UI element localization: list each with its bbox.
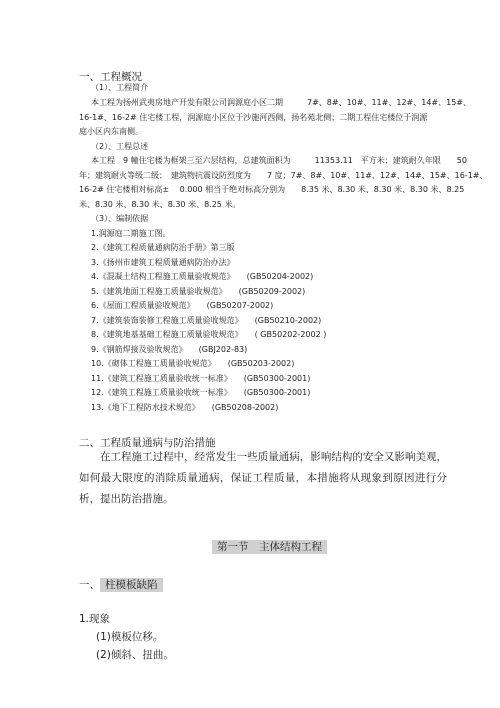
sub1-line3: 庭小区内东南侧。: [79, 127, 143, 136]
sub1-line1: 本工程为扬州武夷房地产开发有限公司润源庭小区二期 7#、8#、10#、11#、12#、14#、15#、: [91, 98, 471, 107]
sub2-line4: 米、8.30 米、8.30 米、8.30 米、8.25 米。: [79, 200, 241, 209]
reference-item: 12.《建筑工程施工质量验收统一标准》 (GB50300-2001): [91, 388, 311, 397]
section2-heading: 二、工程质量通病与防治措施: [79, 437, 216, 449]
reference-item: 4.《混凝土结构工程施工质量验收规范》 (GB50204-2002): [91, 272, 314, 281]
reference-item: 13.《地下工程防水技术规范》 (GB50208-2002): [91, 403, 279, 412]
sub3-title: （3）、编制依据: [91, 214, 149, 223]
sub2-line3: 16-2# 住宅楼相对标高± 0.000 相当于绝对标高分别为 8.35 米、8.30 米、8.30 米、8.30 米、8.25: [79, 185, 465, 194]
chapter-title: 第一节 主体结构工程: [212, 540, 327, 554]
sub2-line2: 年；建筑耐火等级二级； 建筑物抗震设防烈度为 7 度；7#、8#、10#、11#、12#、14#、15#、16-1#、: [79, 171, 488, 180]
phenomena-item: (1)模板位移。: [96, 631, 164, 643]
reference-item: 7.《建筑装饰装修工程施工质量验收规范》 (GB50210-2002): [91, 316, 322, 325]
phenomena-title: 1.现象: [79, 613, 111, 625]
sub-heading: [79, 574, 163, 596]
reference-item: 6.《屋面工程质量验收规范》 (GB50207-2002): [91, 301, 274, 310]
sub2-title: （2）、工程总述: [91, 142, 149, 151]
reference-item: 8.《建筑地基基础工程施工质量验收规范》 ( GB50202-2002 ): [91, 330, 327, 339]
sub1-line2: 16-1#、16-2# 住宅楼工程，润源庭小区位于沙施河西侧，扬名苑北侧；二期工程住宅楼位于润源: [79, 113, 428, 122]
reference-item: 5.《建筑地面工程施工质量验收规范》 (GB50209-2002): [91, 287, 306, 296]
reference-item: 9.《钢筋焊接及验收规范》 (GBJ202-83): [91, 345, 248, 354]
sub2-line1: 本工程 9 幢住宅楼为框架三至六层结构，总建筑面积为 11353.11 平方米；建筑耐久年限 50: [91, 156, 467, 165]
reference-item: 3.《扬州市建筑工程质量通病防治办法》: [91, 258, 235, 267]
reference-item: 11.《建筑工程施工质量验收统一标准》 (GB50300-2001): [91, 374, 311, 383]
sub-heading-prefix: 一、: [79, 579, 100, 591]
reference-item: 10.《砌体工程施工质量验收规范》 (GB50203-2002): [91, 359, 295, 368]
sub1-title: （1）、工程简介: [91, 83, 149, 92]
sub-heading-highlight: 柱模板缺陷: [100, 578, 163, 592]
phenomena-item: (2)倾斜、扭曲。: [96, 649, 174, 661]
section2-paragraph: 在工程施工过程中，经常发生一些质量通病，影响结构的安全又影响美观，如何最大限度的消除质量通病，保证工程质量，本措施将从现象到原因进行分析，提出防治措施。: [79, 451, 447, 505]
reference-item: 1.润源庭二期施工图。: [91, 229, 171, 238]
reference-item: 2.《建筑工程质量通病防治手册》第三版: [91, 243, 235, 252]
section1-heading: 一、工程概况: [79, 71, 142, 83]
